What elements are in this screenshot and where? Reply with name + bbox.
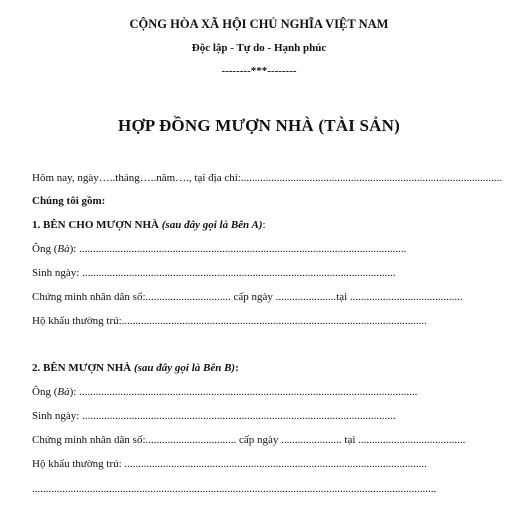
party-b-id-field: Chứng minh nhân dân số:................................. cấp ngày ...................... tại ....................................... [32, 434, 466, 446]
party-a-name-field [32, 243, 406, 256]
header-separator: --------***-------- [221, 65, 297, 77]
party-b-name-field [32, 386, 417, 399]
party-b-heading [32, 362, 239, 375]
party-a-heading-colon: : [262, 219, 266, 231]
party-a-dob-field: Sinh ngày: .................................................................................................................. [32, 267, 396, 279]
party-b-heading-colon: : [235, 362, 239, 374]
party-a-name-italic: Bà [57, 243, 70, 255]
document-title: HỢP ĐỒNG MƯỢN NHÀ (TÀI SẢN) [118, 116, 400, 135]
date-location-line: Hôm nay, ngày…..tháng…..năm…., tại địa chỉ:............................................................................................... [32, 172, 503, 184]
party-b-name-prefix: Ông ( [32, 386, 58, 398]
party-a-heading [32, 219, 266, 232]
country-header: CỘNG HÒA XÃ HỘI CHỦ NGHĨA VIỆT NAM [129, 17, 389, 31]
party-b-dob-field: Sinh ngày: .................................................................................................................. [32, 410, 396, 422]
party-b-name-rest: ): ........................................................................................................................... [69, 386, 418, 398]
party-a-name-rest: ): ....................................................................................................................... [69, 243, 407, 255]
party-a-id-field: Chứng minh nhân dân số:............................... cấp ngày ......................tại ......................................... [32, 291, 463, 303]
party-a-residence-field: Hộ khẩu thường trú:............................................................................................................... [32, 315, 427, 327]
party-b-name-italic: Bà [57, 386, 70, 398]
motto: Độc lập - Tự do - Hạnh phúc [191, 42, 327, 54]
party-a-heading-main: 1. BÊN CHO MƯỢN NHÀ [32, 219, 162, 231]
party-b-residence-field: Hộ khẩu thường trú: .............................................................................................................. [32, 458, 427, 470]
party-b-heading-note: (sau đây gọi là Bên B) [133, 362, 236, 374]
party-a-name-prefix: Ông ( [32, 243, 58, 255]
party-b-heading-main: 2. BÊN MƯỢN NHÀ [32, 362, 134, 374]
party-a-heading-note: (sau đây gọi là Bên A) [161, 219, 263, 231]
party-b-extra-line: ................................................................................................................................................... [32, 483, 437, 495]
parties-label: Chúng tôi gồm: [32, 195, 106, 207]
